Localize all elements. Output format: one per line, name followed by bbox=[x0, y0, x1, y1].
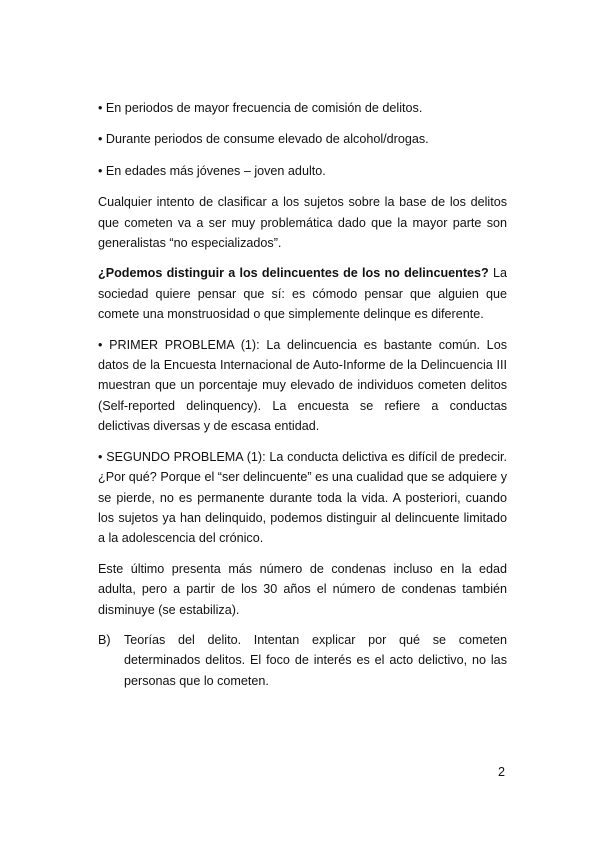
paragraph-first-problem: • PRIMER PROBLEMA (1): La delincuencia es bastante común. Los datos de la Encuesta Internacional de Auto-Informe de la Delincuencia III muestran que un porcentaje muy elevado de individuos cometen delitos (Self-reported delinquency). La encuesta se refiere a conductas delictivas diversas y de escasa entidad. bbox=[98, 337, 507, 434]
bullet-item: • En periodos de mayor frecuencia de comisión de delitos. bbox=[98, 101, 423, 115]
question-rest: La sociedad quiere pensar que sí: es cómodo pensar que alguien que comete una monstruosidad o que simplemente delinque es diferente. bbox=[98, 266, 507, 322]
list-marker: B) bbox=[98, 632, 111, 647]
list-text: Teorías del delito. Intentan explicar por qué se cometen determinados delitos. El foco de interés es el acto delictivo, no las personas que lo cometen. bbox=[124, 632, 507, 688]
bullet-item: • En edades más jóvenes – joven adulto. bbox=[98, 163, 326, 178]
paragraph-classify: Cualquier intento de clasificar a los sujetos sobre la base de los delitos que cometen va a ser muy problemática dado que la mayor parte son generalistas “no especializados”. bbox=[98, 195, 507, 251]
question-bold: ¿Podemos distinguir a los delincuentes de los no delincuentes? bbox=[98, 266, 489, 281]
page-number: 2 bbox=[498, 765, 506, 779]
bullet-item: • Durante periodos de consume elevado de alcohol/drogas. bbox=[98, 132, 429, 147]
paragraph-last: Este último presenta más número de condenas incluso en la edad adulta, pero a partir de los 30 años el número de condenas también disminuye (se estabiliza). bbox=[98, 561, 507, 617]
document-body bbox=[98, 98, 507, 691]
list-item-b bbox=[98, 630, 507, 691]
paragraph-second-problem: • SEGUNDO PROBLEMA (1): La conducta delictiva es difícil de predecir. ¿Por qué? Porque el “ser delincuente” es una cualidad que se adquiere y se pierde, no es permanente durante toda la vida. A posteriori, cuando los sujetos ya han delinquido, podemos distinguir al delincuente limitado a la adolescencia del crónico. bbox=[98, 449, 507, 546]
paragraph-question bbox=[98, 263, 507, 324]
